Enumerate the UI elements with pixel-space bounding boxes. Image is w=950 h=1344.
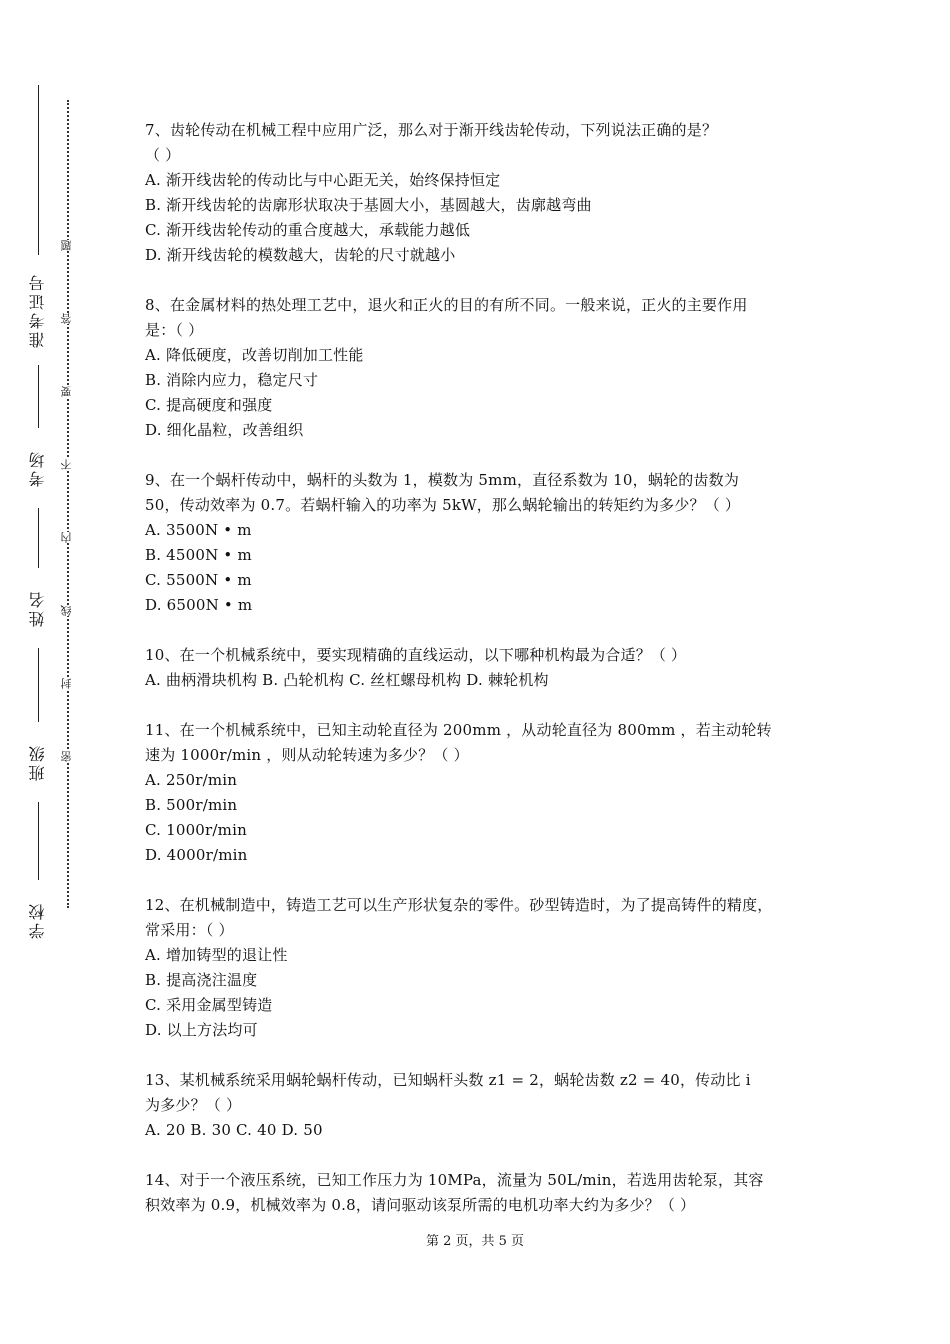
- option-a: A. 降低硬度，改善切削加工性能: [145, 346, 364, 364]
- option-a: A. 3500N • m: [145, 521, 252, 539]
- question-list: [145, 118, 825, 1243]
- question-stem: 速为 1000r/min ，则从动轮转速为多少？（ ）: [145, 746, 469, 764]
- option-b: B. 500r/min: [145, 796, 238, 814]
- question-7: [145, 118, 825, 268]
- option-b: B. 渐开线齿轮的齿廓形状取决于基圆大小，基圆越大，齿廓越弯曲: [145, 196, 592, 214]
- question-stem: 8、在金属材料的热处理工艺中，退火和正火的目的有所不同。一般来说，正火的主要作用: [145, 296, 748, 314]
- option-d: D. 渐开线齿轮的模数越大，齿轮的尺寸就越小: [145, 246, 456, 264]
- question-stem: 50，传动效率为 0.7。若蜗杆输入的功率为 5kW，那么蜗轮输出的转矩约为多少？（ ）: [145, 496, 741, 514]
- question-stem: 是：（ ）: [145, 321, 204, 339]
- option-d: D. 以上方法均可: [145, 1021, 258, 1039]
- question-9: [145, 468, 825, 618]
- question-stem: 积效率为 0.9，机械效率为 0.8，请问驱动该泵所需的电机功率大约为多少？（ ）: [145, 1196, 696, 1214]
- option-b: B. 提高浇注温度: [145, 971, 258, 989]
- option-a: A. 250r/min: [145, 771, 238, 789]
- option-c: C. 5500N • m: [145, 571, 252, 589]
- question-stem: 为多少？（ ）: [145, 1096, 242, 1114]
- question-stem: 9、在一个蜗杆传动中，蜗杆的头数为 1，模数为 5mm，直径系数为 10，蜗轮的齿数为: [145, 471, 740, 489]
- question-stem: 12、在机械制造中，铸造工艺可以生产形状复杂的零件。砂型铸造时，为了提高铸件的精度，: [145, 896, 773, 914]
- option-b: B. 4500N • m: [145, 546, 252, 564]
- binding-margin: [0, 0, 90, 1344]
- exam-room-label: 考场: [20, 428, 56, 508]
- seal-char: 线: [60, 605, 73, 616]
- class-label: 班级: [20, 722, 56, 802]
- option-c: C. 1000r/min: [145, 821, 247, 839]
- option-b: B. 消除内应力，稳定尺寸: [145, 371, 319, 389]
- seal-char: 要: [60, 386, 73, 397]
- question-8: [145, 293, 825, 443]
- seal-char: 答: [60, 313, 73, 324]
- question-10: [145, 643, 825, 693]
- question-14: [145, 1168, 825, 1218]
- seal-dotted-line: [67, 100, 69, 908]
- question-stem: 10、在一个机械系统中，要实现精确的直线运动，以下哪种机构最为合适？（ ）: [145, 646, 687, 664]
- seal-char: 内: [60, 532, 73, 543]
- name-label: 姓名: [20, 568, 56, 648]
- question-13: [145, 1068, 825, 1143]
- option-c: C. 渐开线齿轮传动的重合度越大，承载能力越低: [145, 221, 471, 239]
- question-stem: 7、齿轮传动在机械工程中应用广泛，那么对于渐开线齿轮传动，下列说法正确的是？: [145, 121, 718, 139]
- seal-char: 不: [60, 459, 73, 470]
- page-footer: 第 2 页，共 5 页: [425, 1234, 525, 1249]
- seal-char: 密: [60, 751, 73, 762]
- question-12: [145, 893, 825, 1043]
- question-stem: 11、在一个机械系统中，已知主动轮直径为 200mm ，从动轮直径为 800mm ，若主动轮转: [145, 721, 772, 739]
- option-d: D. 4000r/min: [145, 846, 248, 864]
- school-label: 学校: [20, 880, 56, 960]
- question-stem: 13、某机械系统采用蜗轮蜗杆传动，已知蜗杆头数 z1 = 2，蜗轮齿数 z2 = 40，传动比 i: [145, 1071, 751, 1089]
- option-d: D. 细化晶粒，改善组织: [145, 421, 304, 439]
- options-inline: A. 曲柄滑块机构 B. 凸轮机构 C. 丝杠螺母机构 D. 棘轮机构: [145, 671, 549, 689]
- answer-blank: （ ）: [145, 146, 181, 164]
- admission-number-label: 准考证号: [20, 255, 56, 365]
- option-c: C. 提高硬度和强度: [145, 396, 273, 414]
- question-stem: 14、对于一个液压系统，已知工作压力为 10MPa，流量为 50L/min，若选用齿轮泵，其容: [145, 1171, 764, 1189]
- option-a: A. 增加铸型的退让性: [145, 946, 288, 964]
- seal-char: 封: [60, 678, 73, 689]
- question-stem: 常采用：（ ）: [145, 921, 234, 939]
- option-c: C. 采用金属型铸造: [145, 996, 273, 1014]
- option-d: D. 6500N • m: [145, 596, 253, 614]
- option-a: A. 渐开线齿轮的传动比与中心距无关，始终保持恒定: [145, 171, 501, 189]
- question-11: [145, 718, 825, 868]
- options-inline: A. 20 B. 30 C. 40 D. 50: [145, 1121, 323, 1139]
- seal-char: 题: [60, 240, 73, 251]
